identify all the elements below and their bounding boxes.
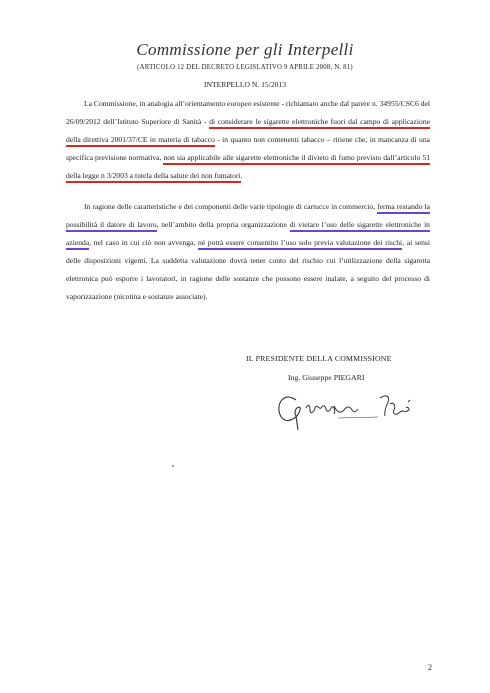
- p2-text-2: , nell’ambito della propria organizzazione: [156, 220, 290, 229]
- commission-title: Commissione per gli Interpelli: [136, 40, 354, 59]
- p2-text-1: In ragione delle caratteristiche e dei componenti delle varie tipologie di cartucce in commercio,: [84, 202, 378, 211]
- page-number: 2: [428, 663, 432, 672]
- p2-highlight-3: né potrà essere consentito l’uso solo previa valutazione dei rischi: [198, 238, 402, 250]
- p2-text-4: , ai sensi delle disposizioni vigenti. La suddetta valutazione dovrà tener conto del rischio cui l’utilizzazione della sigaretta elettronica può esporre i lavoratori, in ragione delle sostanze che possono essere inalate, a seguito del processo di vaporizzazione (nicotina e sostanze associate).: [66, 238, 431, 301]
- paragraph-2: [66, 198, 430, 306]
- p1-text-1: La Commissione, in analogia all’orientamento europeo esistente - richiamato anche dal parere n. 34955/CSC6 del 26/09/2012 dell’Istituto Superiore di Sanità -: [66, 99, 430, 126]
- p1-text-2: - in quanto non contenenti tabacco – ritiene che, in mancanza di una specifica previsione normativa,: [66, 135, 431, 162]
- p1-highlight-2: non sia applicabile alle sigarette elettroniche il divieto di fumo previsto dall’articolo 51 della legge n 3/2003 a tutela della salute dei non fumatori: [66, 153, 430, 183]
- interpello-number: INTERPELLO N. 15/2013: [203, 80, 287, 89]
- p2-highlight-2: di vietare l’uso delle sigarette elettroniche in azienda: [66, 220, 430, 250]
- p1-highlight-1: di considerare le sigarette elettroniche fuori dal campo di applicazione della direttiva 2001/37/CE in materia di tabacco: [66, 117, 430, 147]
- paragraph-1: [66, 95, 430, 185]
- president-name: Ing. Giuseppe PIEGARI: [288, 373, 365, 382]
- signature-image: [268, 378, 438, 433]
- commission-subtitle: (ARTICOLO 12 DEL DECRETO LEGISLATIVO 9 APRILE 2008, N. 81): [137, 64, 353, 71]
- president-title: IL PRESIDENTE DELLA COMMISSIONE: [246, 354, 392, 363]
- p1-text-3: .: [240, 171, 243, 180]
- p2-text-3: , nel caso in cui ciò non avvenga,: [89, 238, 198, 247]
- speck-mark: [172, 465, 174, 467]
- p2-highlight-1: ferma restando la possibilità il datore di lavoro: [66, 202, 430, 232]
